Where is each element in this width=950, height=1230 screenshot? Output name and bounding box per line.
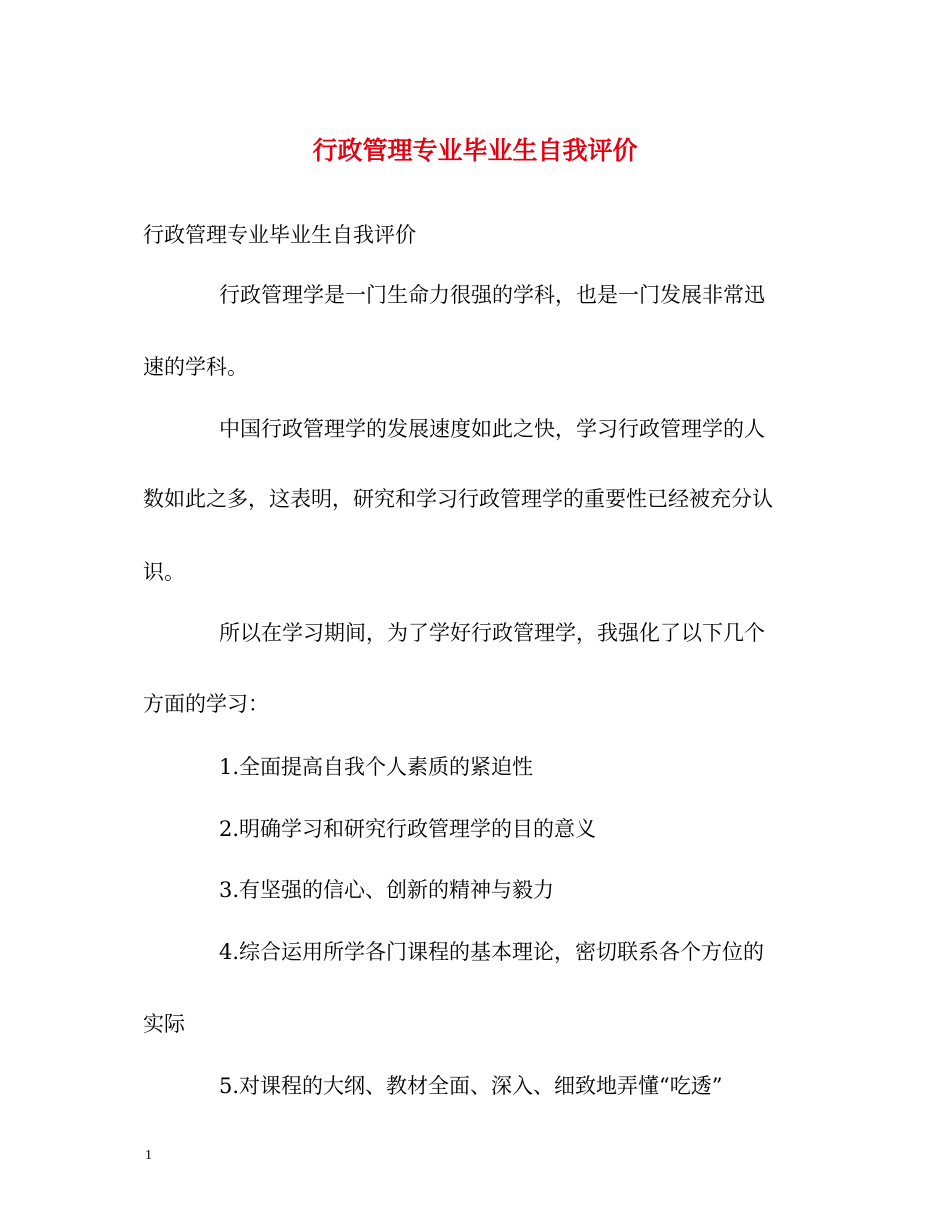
paragraph-3-line-2: 方面的学习： — [143, 692, 269, 716]
list-item-1: 1.全面提高自我个人素质的紧迫性 — [219, 755, 534, 779]
paragraph-1-line-1: 行政管理学是一门生命力很强的学科，也是一门发展非常迅 — [219, 283, 765, 307]
subtitle-line: 行政管理专业毕业生自我评价 — [143, 223, 416, 247]
list-item-2: 2.明确学习和研究行政管理学的目的意义 — [219, 817, 597, 841]
list-item-4-line-2: 实际 — [143, 1012, 185, 1036]
paragraph-2-line-1: 中国行政管理学的发展速度如此之快，学习行政管理学的人 — [219, 417, 765, 441]
paragraph-2-line-2: 数如此之多，这表明，研究和学习行政管理学的重要性已经被充分认 — [143, 487, 773, 511]
page-number: 1 — [145, 1148, 152, 1163]
paragraph-1-line-2: 速的学科。 — [143, 355, 248, 379]
list-item-4-line-1: 4.综合运用所学各门课程的基本理论，密切联系各个方位的 — [219, 940, 765, 964]
paragraph-2-line-3: 识。 — [143, 560, 185, 584]
paragraph-3-line-1: 所以在学习期间，为了学好行政管理学，我强化了以下几个 — [219, 621, 765, 645]
document-title: 行政管理专业毕业生自我评价 — [312, 136, 638, 165]
list-item-3: 3.有坚强的信心、创新的精神与毅力 — [219, 878, 555, 902]
list-item-5: 5.对课程的大纲、教材全面、深入、细致地弄懂“吃透” — [219, 1074, 723, 1098]
